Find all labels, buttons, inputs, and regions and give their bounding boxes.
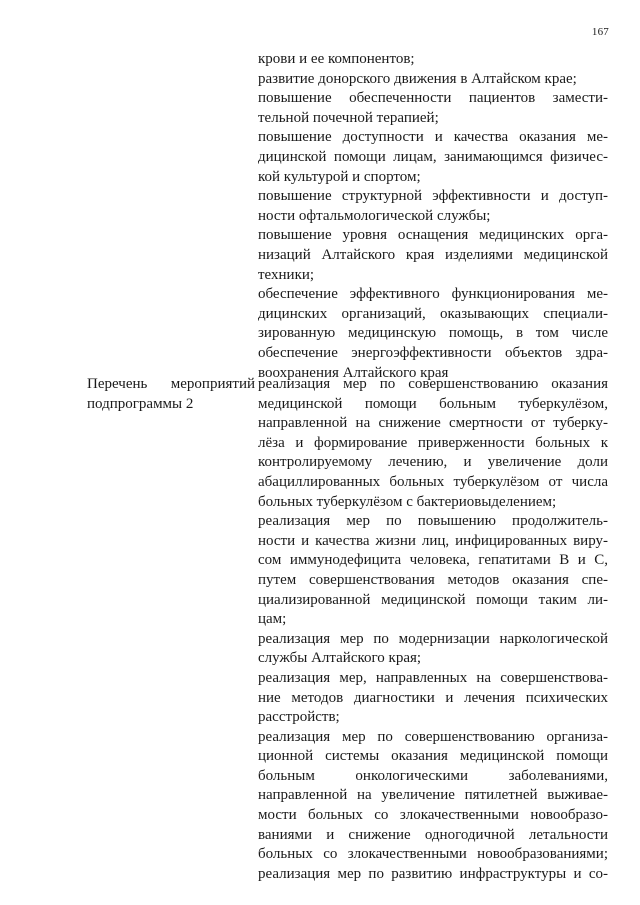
continuation-text-line: повышение обеспеченности пациентов замести- [258,90,608,107]
continuation-text-line: повышение структурной эффективности и доступ- [258,188,608,205]
continuation-text-line: крови и ее компонентов; [258,51,415,67]
row-label-measures-list [87,375,255,414]
measure-text-line: ваниями и снижение одногодичной летальности [258,826,608,843]
measure-text-line: путем совершенствования методов оказания спе- [258,571,608,588]
row-label-line: Перечень мероприятий [87,376,255,392]
measure-text-line: медицинской помощи больным туберкулёзом, [258,395,608,412]
continuation-text-line: кой культурой и спортом; [258,168,421,185]
measure-text-line: расстройств; [258,709,340,726]
continuation-text-line: воохранения Алтайского края [258,364,449,381]
subprogram-2-measures-block [258,375,608,884]
measures-continuation-block [258,50,608,383]
measure-text-line: больных туберкулёзом с бактериовыделением; [258,493,557,510]
measure-text-line: реализация мер, направленных на совершенствова- [258,669,608,686]
continuation-text-line: зированную медицинскую помощь, в том числе [258,325,608,342]
continuation-text-line: дицинской помощи лицам, занимающимся физичес- [258,148,608,165]
continuation-text-line: низаций Алтайского края изделиями медицинской [258,246,608,263]
measure-text-line: цам; [258,611,287,628]
measure-text-line: направленной на увеличение пятилетней выживае- [258,787,608,804]
measure-text-line: ности и качества жизни лиц, инфицированных виру- [258,532,608,549]
measure-text-line: больным онкологическими заболеваниями, [258,767,608,784]
continuation-text-line: дицинских организаций, оказывающих специали- [258,305,608,322]
measure-text-line: абациллированных больных туберкулёзом от числа [258,473,608,490]
continuation-text-line: обеспечение эффективного функционирования ме- [258,286,608,303]
continuation-text-line: ности офтальмологической службы; [258,207,491,224]
measure-text-line: сом иммунодефицита человека, гепатитами В и С, [258,552,608,569]
continuation-text-line: повышение уровня оснащения медицинских орга- [258,227,608,244]
measure-text-line: реализация мер по модернизации наркологической [258,630,608,647]
continuation-text-line: развитие донорского движения в Алтайском крае; [258,70,577,87]
measure-text-line: направленной на снижение смертности от туберку- [258,415,608,432]
measure-text-line: циализированной медицинской помощи таким ли- [258,591,608,608]
measure-text-line: больных со злокачественными новообразованиями; [258,846,608,863]
page-number: 167 [591,26,609,38]
measure-text-line: контролируемому лечению, и увеличение доли [258,454,608,471]
measure-text-line: реализация мер по развитию инфраструктуры и со- [258,865,608,882]
measure-text-line: службы Алтайского края; [258,650,422,667]
measure-text-line: реализация мер по совершенствованию организа- [258,728,608,745]
continuation-text-line: тельной почечной терапией; [258,109,439,126]
continuation-text-line: обеспечение энергоэффективности объектов здра- [258,344,608,361]
measure-text-line: лёза и формирование приверженности больных к [258,434,608,451]
measure-text-line: мости больных со злокачественными новообразо- [258,807,608,824]
measure-text-line: ние методов диагностики и лечения психических [258,689,608,706]
measure-text-line: реализация мер по повышению продолжитель- [258,513,608,530]
measure-text-line: реализация мер по совершенствованию оказания [258,376,608,392]
continuation-text-line: повышение доступности и качества оказания ме- [258,129,608,146]
measure-text-line: ционной системы оказания медицинской помощи [258,748,608,765]
continuation-text-line: техники; [258,266,315,283]
row-label-line: подпрограммы 2 [87,395,194,412]
